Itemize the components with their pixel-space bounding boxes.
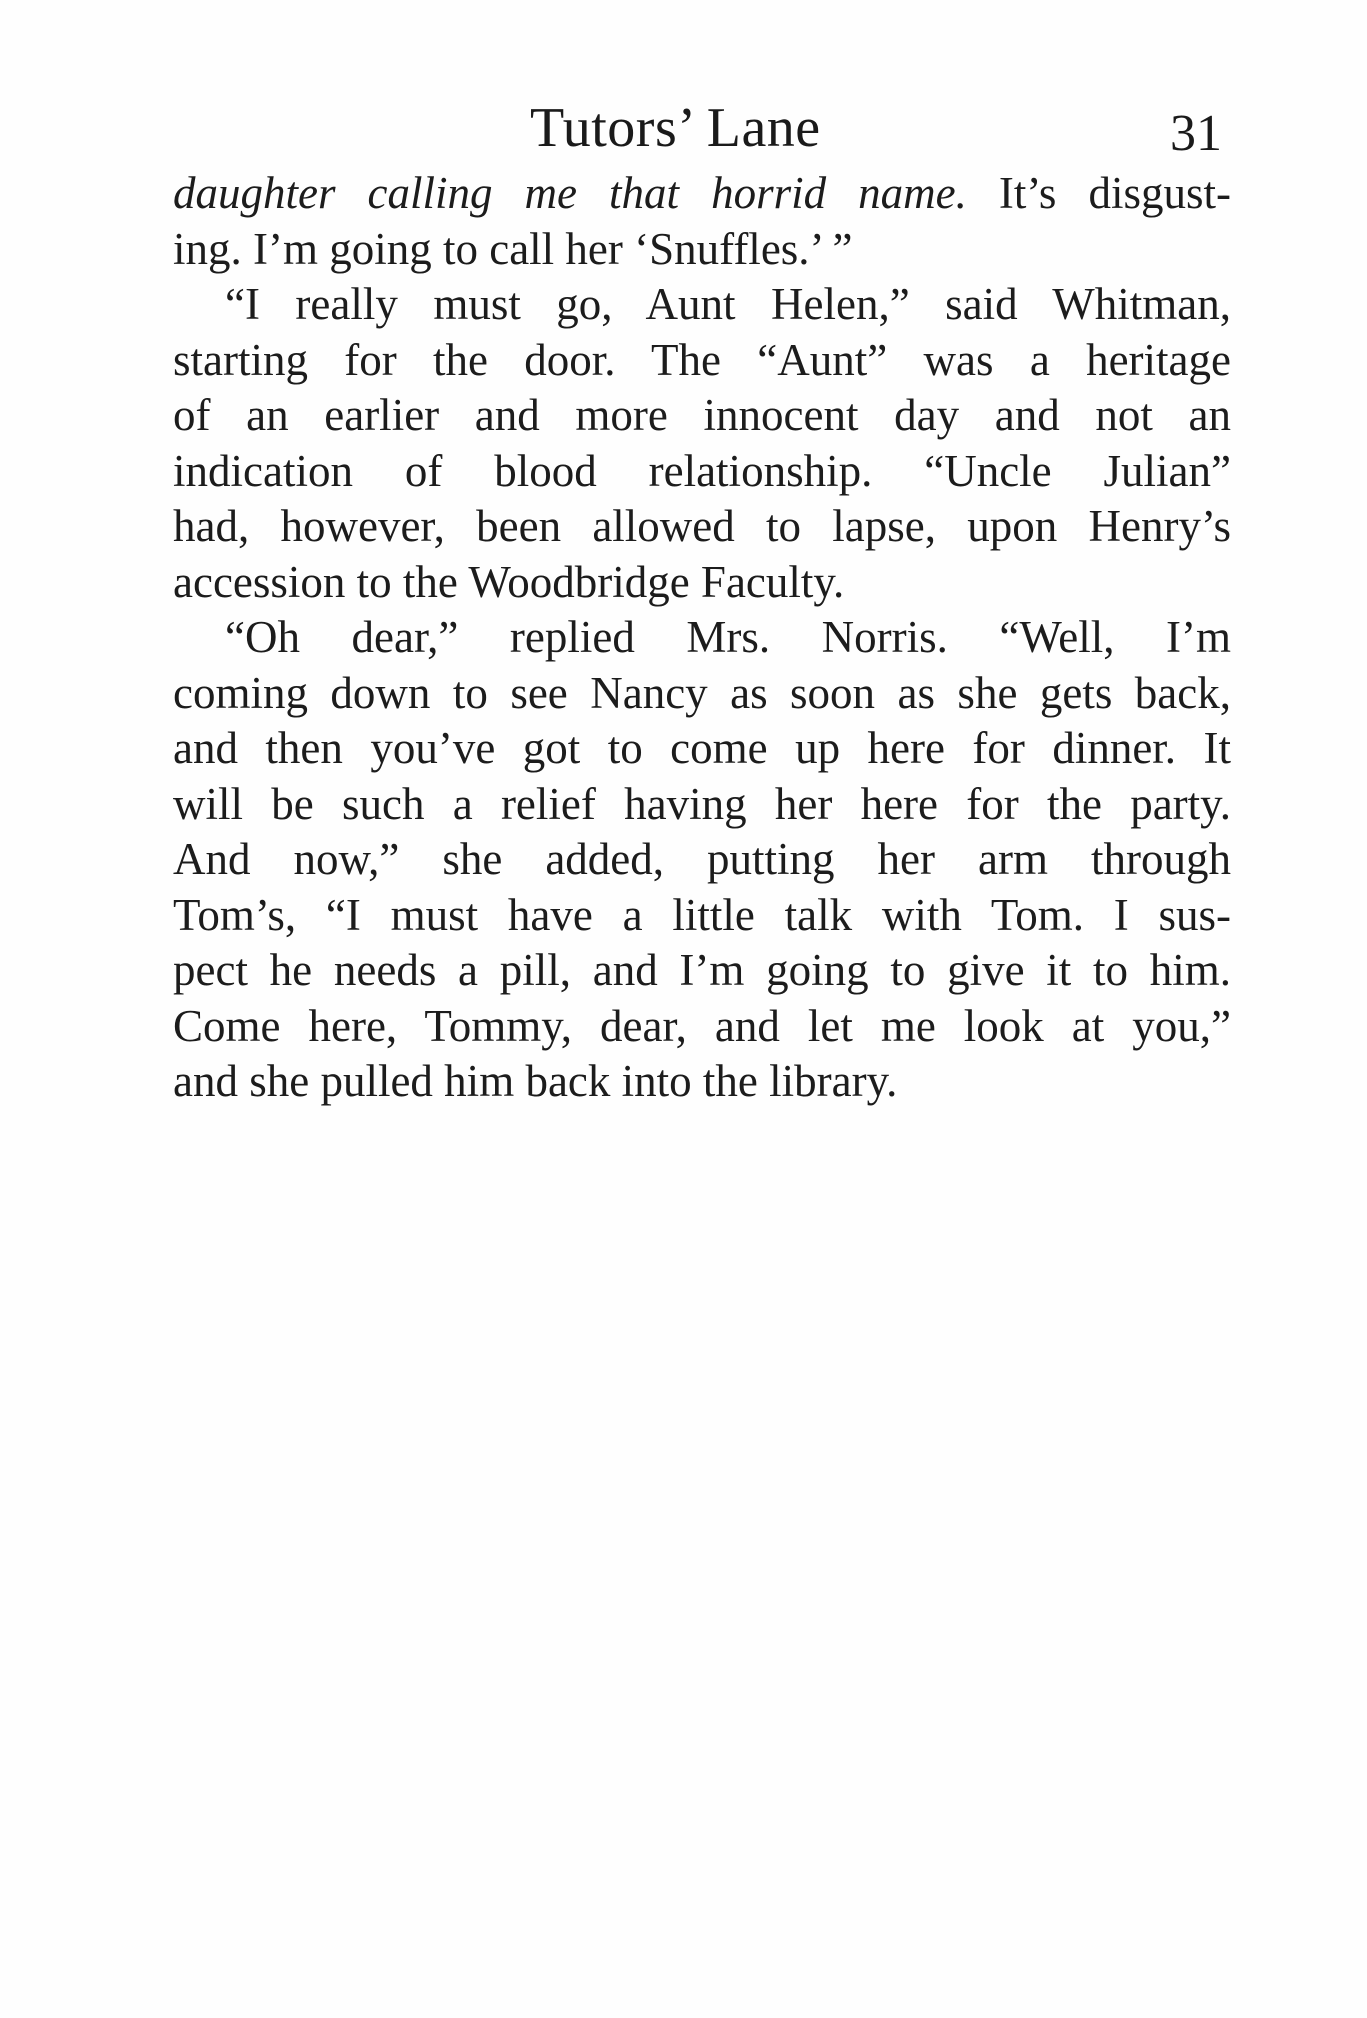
text-line-15: pect he needs a pill, and I’m going to give it to him. bbox=[173, 945, 1231, 995]
line-continuation: It’s disgust- bbox=[966, 168, 1231, 218]
text-line-11: and then you’ve got to come up here for dinner. It bbox=[173, 723, 1231, 773]
text-line-9: “Oh dear,” replied Mrs. Norris. “Well, I’m bbox=[225, 612, 1231, 662]
text-line-13: And now,” she added, putting her arm through bbox=[173, 834, 1231, 884]
text-line-4: starting for the door. The “Aunt” was a heritage bbox=[173, 334, 1231, 385]
text-line-16: Come here, Tommy, dear, and let me look at you,” bbox=[173, 1000, 1231, 1051]
text-line-14: Tom’s, “I must have a little talk with Tom. I sus- bbox=[173, 889, 1231, 940]
page-number: 31 bbox=[1170, 105, 1222, 162]
running-head bbox=[0, 96, 1367, 166]
text-line-8: accession to the Woodbridge Faculty. bbox=[173, 556, 845, 607]
text-line-12: will be such a relief having her here for the party. bbox=[173, 778, 1231, 829]
text-line-7: had, however, been allowed to lapse, upon Henry’s bbox=[173, 501, 1231, 551]
text-line-17: and she pulled him back into the library. bbox=[173, 1056, 898, 1106]
running-title: Tutors’ Lane bbox=[530, 97, 821, 159]
italic-phrase: daughter calling me that horrid name. bbox=[173, 168, 967, 218]
text-line-6: indication of blood relationship. “Uncle Julian” bbox=[173, 445, 1231, 496]
text-line-1 bbox=[173, 166, 1231, 222]
text-line-3: “I really must go, Aunt Helen,” said Whitman, bbox=[225, 279, 1231, 329]
text-line-2: ing. I’m going to call her ‘Snuffles.’ ” bbox=[173, 223, 853, 274]
text-line-10: coming down to see Nancy as soon as she gets back, bbox=[173, 667, 1231, 718]
body-text bbox=[173, 166, 1231, 1110]
text-line-5: of an earlier and more innocent day and not an bbox=[173, 390, 1231, 440]
